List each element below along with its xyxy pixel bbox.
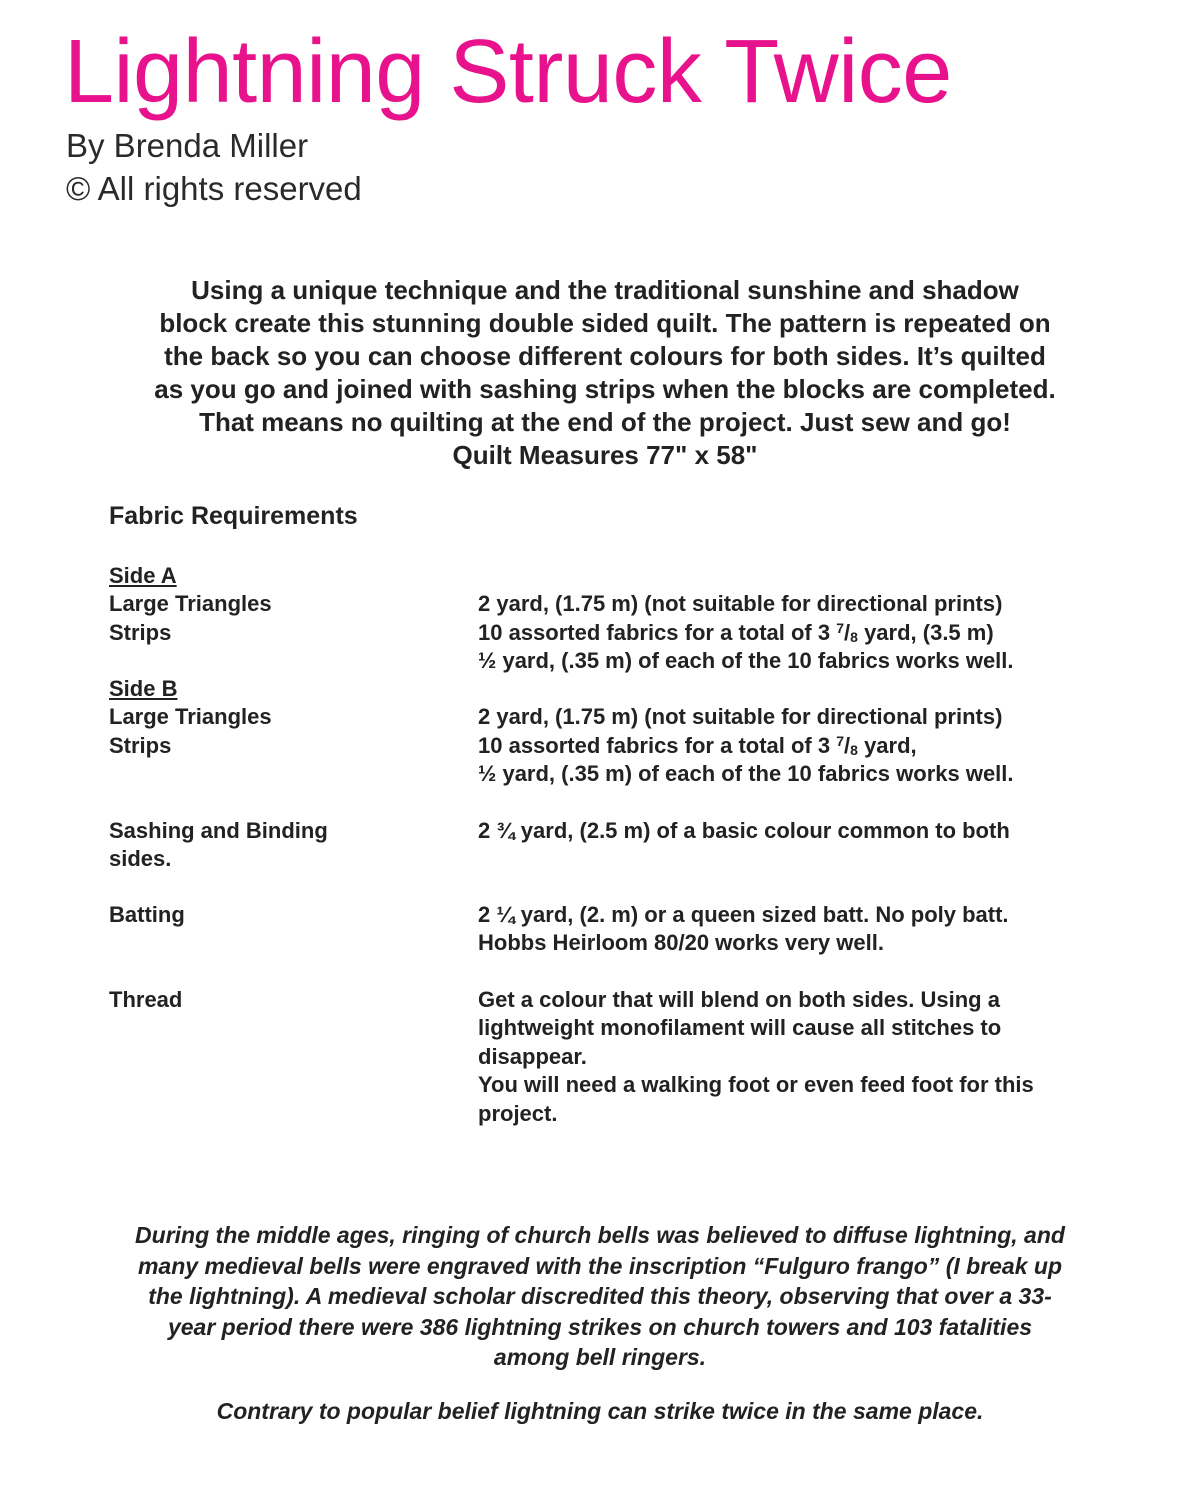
strips-amount: 10 assorted fabrics for a total of 3 [478, 619, 837, 645]
thread-value-line: project. [478, 1100, 558, 1126]
fraction-numerator: 7 [836, 732, 845, 749]
byline [66, 124, 362, 210]
side-b-large-triangles-label: Large Triangles [109, 704, 272, 730]
side-b-strips-value [478, 732, 1014, 760]
sashing-label-line: Sashing and Binding [109, 818, 328, 843]
sashing-value: 2 ¾ yard, (2.5 m) of a basic colour common to both [478, 818, 1010, 843]
trivia-line: During the middle ages, ringing of church bells was believed to diffuse lightning, and [135, 1222, 1065, 1248]
strips-unit: yard, [857, 732, 917, 758]
side-b-strips-label: Strips [109, 732, 172, 758]
trivia-line: the lightning). A medieval scholar discredited this theory, observing that over a 33- [148, 1283, 1052, 1309]
side-a-strips-label: Strips [109, 619, 172, 645]
copyright-notice: © All rights reserved [66, 170, 362, 207]
side-b-strips-note: ½ yard, (.35 m) of each of the 10 fabrics works well. [478, 761, 1014, 787]
thread-value-line: disappear. [478, 1043, 587, 1069]
side-b-large-triangles-value: 2 yard, (1.75 m) (not suitable for directional prints) [478, 704, 1003, 730]
intro-line: as you go and joined with sashing strips when the blocks are completed. [154, 374, 1056, 404]
side-b-labels [109, 675, 272, 760]
strips-unit: yard, (3.5 m) [857, 619, 994, 645]
thread-value [478, 986, 1034, 1128]
side-a-values [478, 590, 1014, 675]
fraction-denominator: 8 [850, 628, 858, 645]
batting-value [478, 901, 1009, 958]
sashing-label-line: sides. [109, 846, 172, 872]
fraction: $^7/_8$ [836, 619, 858, 645]
fabric-requirements-heading: Fabric Requirements [109, 502, 358, 530]
strips-amount: 10 assorted fabrics for a total of 3 [478, 732, 837, 758]
sashing-label [109, 817, 328, 874]
thread-label: Thread [109, 987, 183, 1012]
side-a-labels [109, 562, 272, 647]
side-a-strips-value [478, 619, 1014, 647]
thread-value-line: Get a colour that will blend on both sides. Using a [478, 987, 1000, 1012]
side-a-large-triangles-label: Large Triangles [109, 591, 272, 617]
side-a-large-triangles-value: 2 yard, (1.75 m) (not suitable for directional prints) [478, 591, 1003, 617]
thread-value-line: lightweight monofilament will cause all stitches to [478, 1015, 1002, 1041]
trivia-line: year period there were 386 lightning strikes on church towers and 103 fatalities [167, 1313, 1033, 1340]
fraction-denominator: 8 [850, 741, 858, 758]
fraction: $^7/_8$ [836, 732, 858, 758]
intro-line: the back so you can choose different colours for both sides. It’s quilted [164, 341, 1046, 371]
thread-value-line: You will need a walking foot or even feed foot for this [478, 1072, 1034, 1098]
intro-line: block create this stunning double sided quilt. The pattern is repeated on [159, 308, 1051, 338]
fraction-numerator: 7 [836, 619, 845, 636]
batting-value-line: 2 ¼ yard, (2. m) or a queen sized batt. No poly batt. [478, 902, 1009, 927]
batting-label: Batting [109, 902, 185, 927]
closing-statement: Contrary to popular belief lightning can strike twice in the same place. [216, 1398, 984, 1424]
side-a-heading: Side A [109, 563, 177, 588]
author-name: By Brenda Miller [66, 127, 309, 164]
intro-line: That means no quilting at the end of the project. Just sew and go! [199, 407, 1011, 437]
side-a-strips-note: ½ yard, (.35 m) of each of the 10 fabrics works well. [478, 648, 1014, 674]
quilt-measures: Quilt Measures 77" x 58" [452, 440, 758, 470]
side-b-heading: Side B [109, 676, 178, 701]
page-title: Lightning Struck Twice [64, 22, 952, 122]
side-b-values [478, 703, 1014, 788]
intro-line: Using a unique technique and the traditional sunshine and shadow [191, 275, 1019, 305]
lightning-trivia [60, 1220, 1140, 1373]
intro-paragraph [95, 274, 1115, 472]
trivia-line: many medieval bells were engraved with the inscription “Fulguro frango” (I break up [137, 1252, 1063, 1279]
batting-value-line: Hobbs Heirloom 80/20 works very well. [478, 930, 884, 956]
trivia-line: among bell ringers. [493, 1344, 707, 1370]
